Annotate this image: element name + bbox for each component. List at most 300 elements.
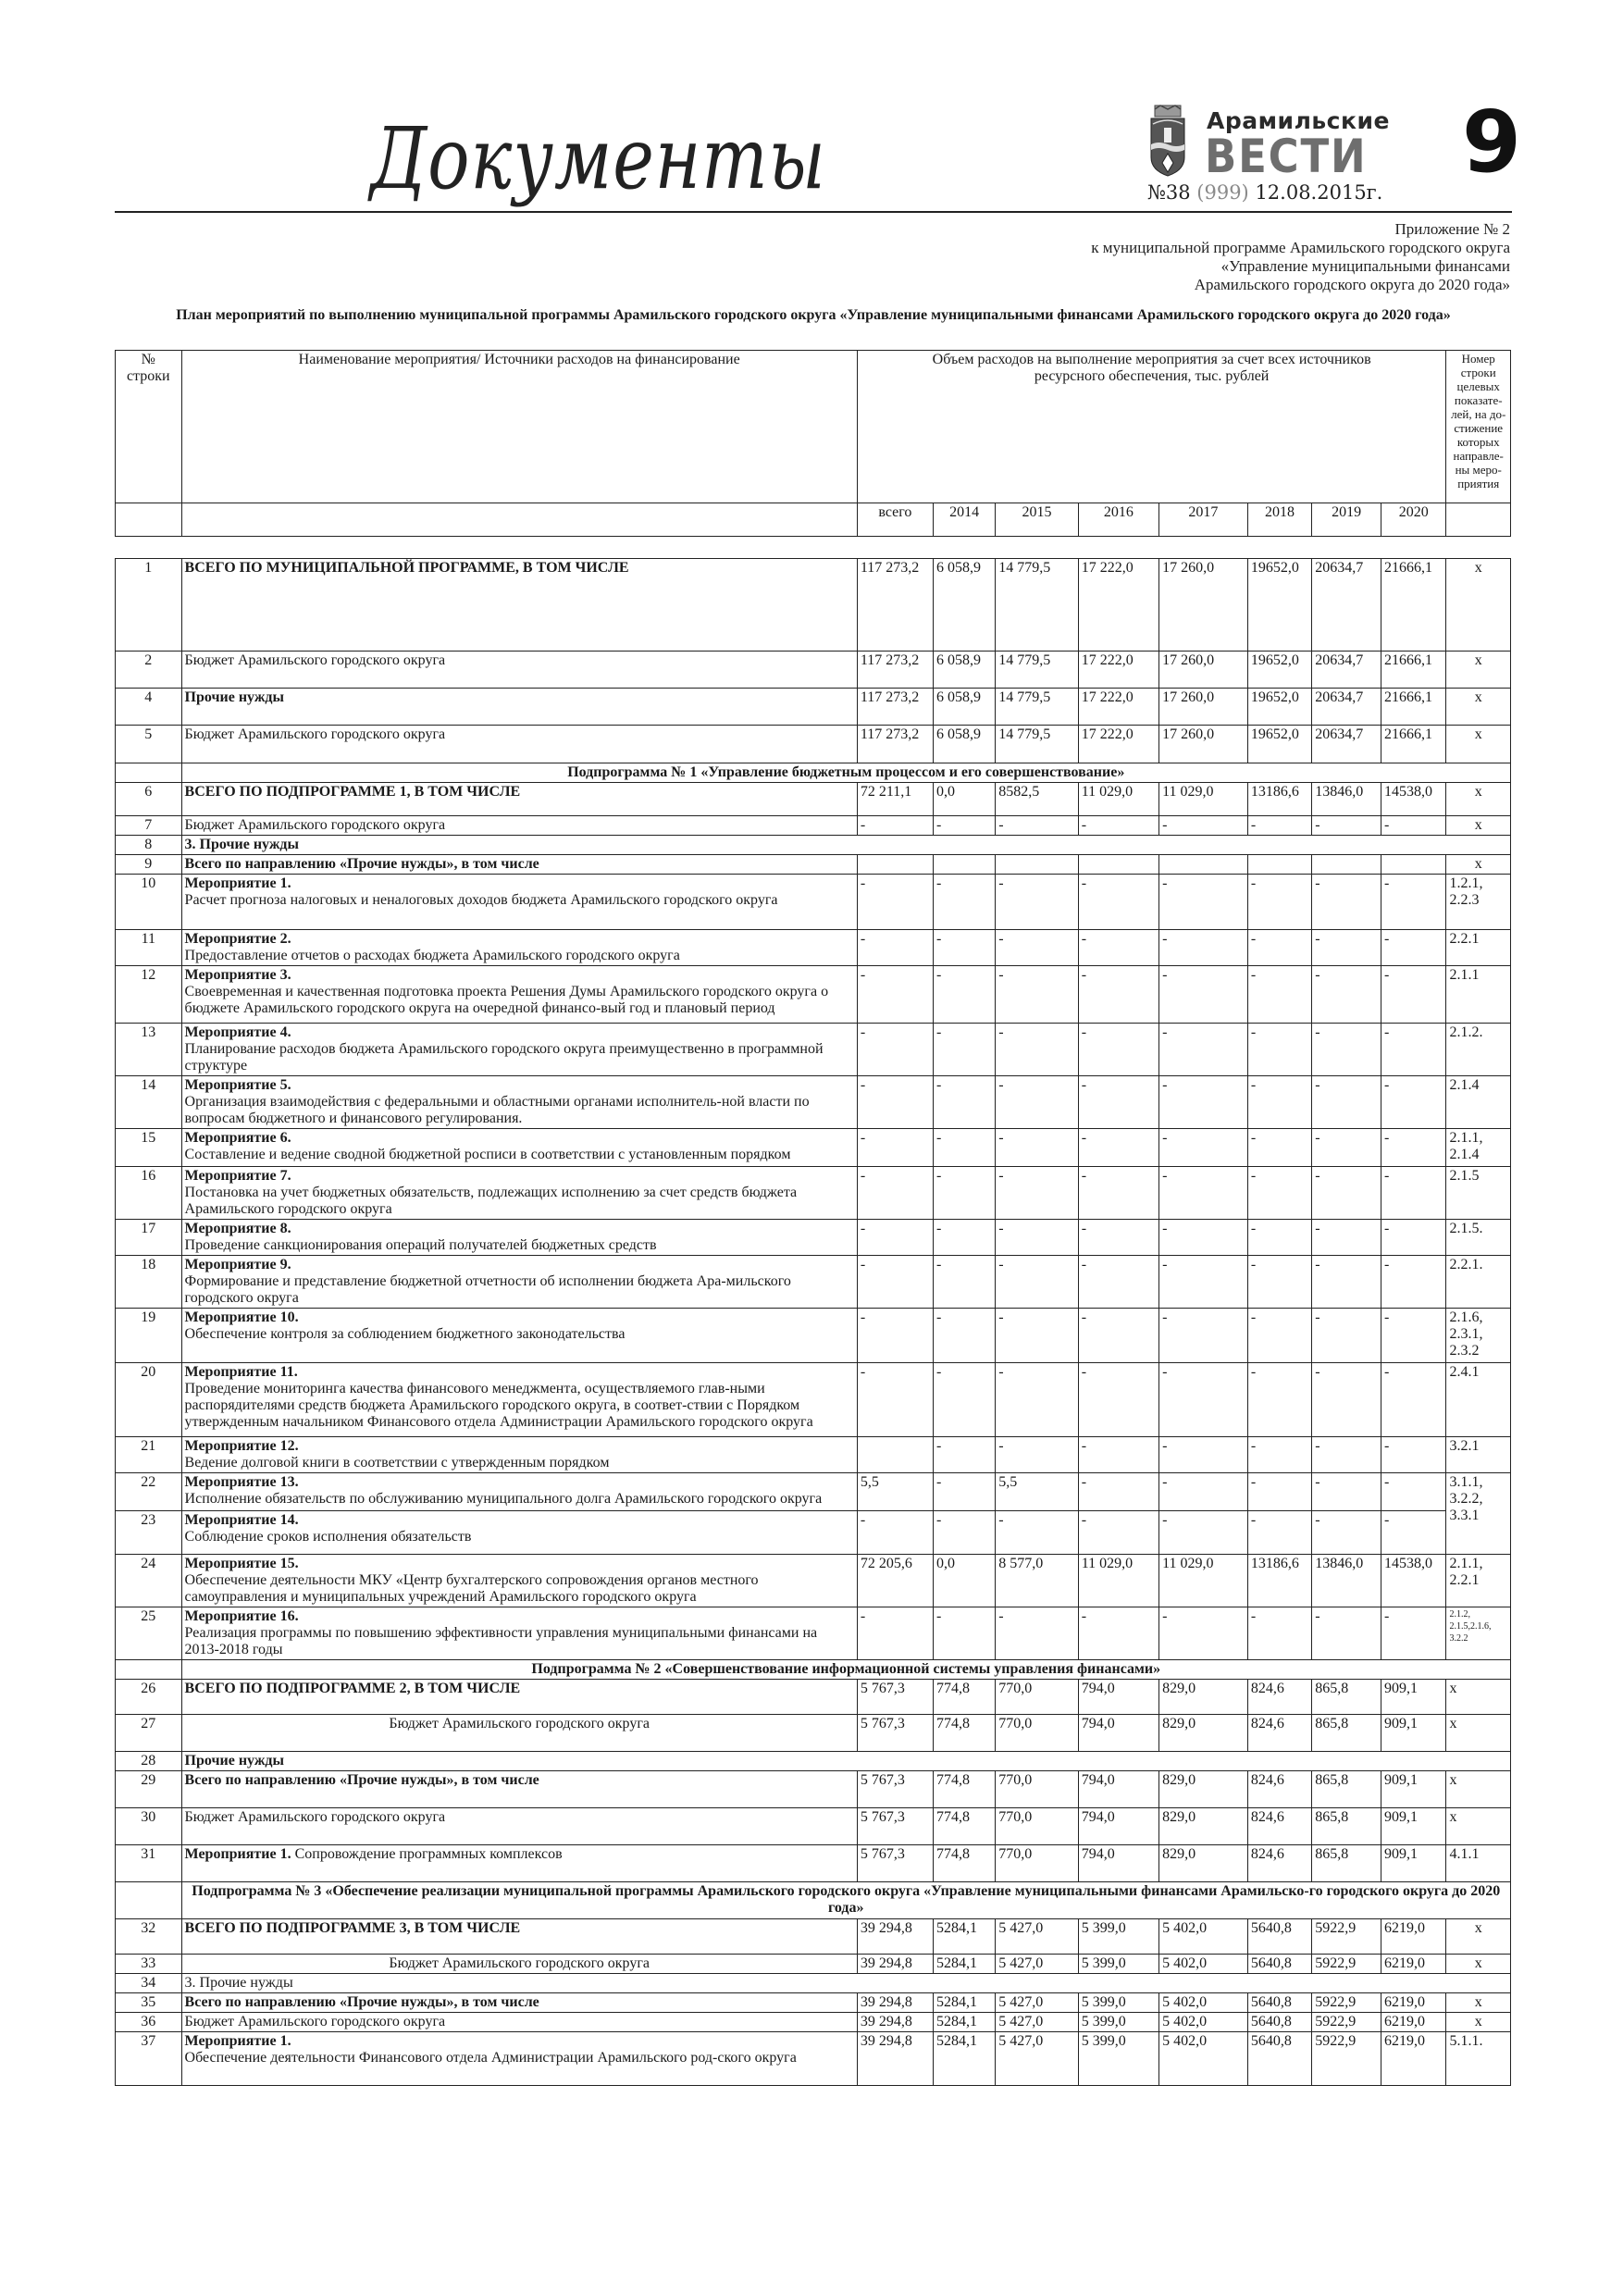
table-row [116,1256,1511,1309]
issue-number: №38 [1147,181,1191,204]
value-2014: - [933,875,995,930]
value-2018: 13186,6 [1247,783,1311,816]
value-2015: 770,0 [996,1845,1078,1882]
value-total: 39 294,8 [857,2032,933,2086]
value-2014: - [933,1607,995,1660]
activity-title: Мероприятие 11. [184,1364,298,1380]
value-2017 [1159,855,1248,875]
brand-top-text: Арамильские [1207,107,1390,134]
value-2015: 5 427,0 [996,1919,1078,1955]
target-indicator-ref: 2.1.6, 2.3.1, 2.3.2 [1446,1309,1511,1363]
activity-title: Мероприятие 1. [184,1846,291,1862]
activity-title: Мероприятие 7. [184,1168,291,1184]
activity-name [181,1808,857,1845]
target-indicator-ref: x [1446,855,1511,875]
value-2018: - [1247,1220,1311,1256]
activity-name [181,1752,1510,1771]
value-total: - [857,1363,933,1437]
subprogram-heading-row [116,763,1511,783]
value-2014: 774,8 [933,1808,995,1845]
activity-description: Формирование и представление бюджетной отчетности об исполнении бюджета Ара-мильского городского округа [184,1273,791,1306]
value-2016: 5 399,0 [1078,1919,1158,1955]
value-2018: - [1247,1076,1311,1129]
value-2015: 8582,5 [996,783,1078,816]
activity-title: Мероприятие 6. [184,1130,291,1146]
activity-name [181,966,857,1024]
activity-title: Мероприятие 8. [184,1221,291,1236]
subprogram-heading: Подпрограмма № 3 «Обеспечение реализации муниципальной программы Арамильского городского округа «Управление муниципальными финансами Арамильско-го городского округа до 2020 года» [181,1882,1510,1919]
value-2015: - [996,1437,1078,1473]
table-row [116,783,1511,816]
activity-name [181,1715,857,1752]
value-2020: 6219,0 [1381,1955,1446,1974]
row-number: 26 [116,1680,182,1715]
value-total: - [857,1511,933,1555]
value-2018: 824,6 [1247,1808,1311,1845]
value-total: - [857,1076,933,1129]
value-2018: - [1247,1363,1311,1437]
table-header [115,350,1511,537]
header-empty-cell [116,503,182,537]
value-2020: - [1381,930,1446,966]
value-2016: 17 222,0 [1078,652,1158,689]
value-2018 [1247,855,1311,875]
value-2015: 14 779,5 [996,726,1078,763]
row-number: 33 [116,1955,182,1974]
table-row [116,1808,1511,1845]
value-total: - [857,816,933,836]
row-number: 12 [116,966,182,1024]
activity-title: Всего по направлению «Прочие нужды», в том числе [184,1994,539,2010]
value-2019: - [1312,1363,1381,1437]
row-number: 28 [116,1752,182,1771]
target-indicator-ref: 1.2.1, 2.2.3 [1446,875,1511,930]
activity-title: Мероприятие 4. [184,1024,291,1040]
activity-title: Мероприятие 1. [184,2033,291,2049]
value-2015: 14 779,5 [996,652,1078,689]
value-2020: 6219,0 [1381,1993,1446,2013]
value-2016: 794,0 [1078,1845,1158,1882]
table-row [116,1473,1511,1511]
row-number-empty [116,763,182,783]
activity-name [181,1845,857,1882]
value-2017: - [1159,966,1248,1024]
header-year-total: всего [857,503,933,537]
value-2016 [1078,855,1158,875]
value-2019: - [1312,1076,1381,1129]
issue-info [1147,181,1382,204]
value-2015: 5 427,0 [996,2013,1078,2032]
activity-title: Всего по направлению «Прочие нужды», в том числе [184,1772,539,1788]
value-2014: 5284,1 [933,1955,995,1974]
value-2019: 13846,0 [1312,783,1381,816]
value-2018: - [1247,875,1311,930]
activity-name [181,1220,857,1256]
value-2018: 13186,6 [1247,1555,1311,1607]
value-2014: - [933,1309,995,1363]
value-2019: - [1312,1024,1381,1076]
value-2014: - [933,1220,995,1256]
row-number: 25 [116,1607,182,1660]
header-row-number: № строки [116,351,182,503]
table-row [116,1167,1511,1220]
value-2014: 774,8 [933,1845,995,1882]
value-2016: - [1078,816,1158,836]
target-indicator-ref: 4.1.1 [1446,1845,1511,1882]
activity-title: Мероприятие 2. [184,931,291,947]
value-2016: - [1078,1511,1158,1555]
value-2019: 5922,9 [1312,1993,1381,2013]
value-2017: - [1159,1220,1248,1256]
value-total: 117 273,2 [857,726,933,763]
value-total: 39 294,8 [857,1955,933,1974]
value-2016: - [1078,875,1158,930]
appendix-line: Приложение № 2 [1394,220,1510,238]
value-2019: 13846,0 [1312,1555,1381,1607]
value-2017: 5 402,0 [1159,1955,1248,1974]
target-indicator-ref: x [1446,559,1511,652]
row-number: 29 [116,1771,182,1808]
value-2015: - [996,1607,1078,1660]
activity-description: Предоставление отчетов о расходах бюджета Арамильского городского округа [184,948,680,963]
value-2019: 865,8 [1312,1771,1381,1808]
value-2016: - [1078,1256,1158,1309]
target-indicator-ref: 2.1.1 [1446,966,1511,1024]
value-2018: - [1247,1024,1311,1076]
value-2014: - [933,1129,995,1167]
table-row [116,1511,1511,1555]
table-row [116,2013,1511,2032]
activity-description: Своевременная и качественная подготовка проекта Решения Думы Арамильского городского округа о бюджете Арамильского городского округа на очередной финансо-вый год и плановый период [184,984,829,1016]
value-2016: 17 222,0 [1078,689,1158,726]
header-year-2017: 2017 [1159,503,1248,537]
activity-title: Всего по направлению «Прочие нужды», в том числе [184,856,539,872]
table-row [116,836,1511,855]
value-2017: 17 260,0 [1159,652,1248,689]
activity-description: Организация взаимодействия с федеральными и областными органами исполнитель-ной власти по вопросам бюджетного и финансового регулирования. [184,1094,810,1126]
row-number: 20 [116,1363,182,1437]
row-number: 17 [116,1220,182,1256]
value-2014: 5284,1 [933,2032,995,2086]
activity-name [181,1473,857,1511]
row-number: 22 [116,1473,182,1511]
value-2015: 5 427,0 [996,1993,1078,2013]
subprogram-heading-row [116,1882,1511,1919]
activity-name [181,1680,857,1715]
row-number: 7 [116,816,182,836]
value-2015: 770,0 [996,1771,1078,1808]
activity-name [181,1955,857,1974]
target-indicator-ref: 3.1.1, 3.2.2, 3.3.1 [1446,1473,1511,1555]
value-2019: - [1312,966,1381,1024]
value-2019: - [1312,1607,1381,1660]
target-indicator-ref: 2.2.1 [1446,930,1511,966]
value-2014: 6 058,9 [933,726,995,763]
value-2018: 19652,0 [1247,726,1311,763]
value-2014: 5284,1 [933,1919,995,1955]
target-indicator-ref: x [1446,652,1511,689]
value-2018: - [1247,1473,1311,1511]
coat-of-arms-icon [1147,104,1188,180]
table-row [116,1771,1511,1808]
value-2020: 21666,1 [1381,726,1446,763]
value-2015: - [996,1024,1078,1076]
value-2015: 8 577,0 [996,1555,1078,1607]
row-number-empty [116,1882,182,1919]
value-2018: - [1247,816,1311,836]
row-number: 15 [116,1129,182,1167]
table-row [116,1076,1511,1129]
activity-name [181,1919,857,1955]
value-2019: - [1312,1167,1381,1220]
value-2014: - [933,930,995,966]
activity-title: Мероприятие 12. [184,1438,299,1454]
table-row [116,1993,1511,2013]
activity-name [181,689,857,726]
activity-name [181,726,857,763]
target-indicator-ref: 3.2.1 [1446,1437,1511,1473]
value-2014: - [933,966,995,1024]
value-2020: - [1381,1309,1446,1363]
value-2017: - [1159,1024,1248,1076]
value-2016: 17 222,0 [1078,726,1158,763]
value-2017: 829,0 [1159,1680,1248,1715]
activity-title: Мероприятие 5. [184,1077,291,1093]
value-2020: 21666,1 [1381,559,1446,652]
row-number: 24 [116,1555,182,1607]
value-2020: 6219,0 [1381,1919,1446,1955]
target-indicator-ref: 2.2.1. [1446,1256,1511,1309]
table-row [116,1129,1511,1167]
table-row [116,1363,1511,1437]
value-2017: 829,0 [1159,1845,1248,1882]
value-2018: - [1247,1129,1311,1167]
value-2016: 11 029,0 [1078,1555,1158,1607]
table-row [116,726,1511,763]
value-2017: - [1159,1076,1248,1129]
row-number: 13 [116,1024,182,1076]
value-total: - [857,966,933,1024]
value-total: 5 767,3 [857,1680,933,1715]
value-2017: 829,0 [1159,1808,1248,1845]
row-number: 18 [116,1256,182,1309]
subprogram-heading: Подпрограмма № 1 «Управление бюджетным процессом и его совершенствование» [181,763,1510,783]
value-2020: - [1381,1437,1446,1473]
brand-main-text: ВЕСТИ [1205,130,1368,183]
activity-description: Исполнение обязательств по обслуживанию муниципального долга Арамильского городского округа [184,1491,823,1507]
value-2016: 5 399,0 [1078,2013,1158,2032]
target-indicator-ref: 2.1.5. [1446,1220,1511,1256]
value-2016: - [1078,1024,1158,1076]
header-year-2018: 2018 [1247,503,1311,537]
value-2017: 17 260,0 [1159,559,1248,652]
target-indicator-ref: x [1446,1993,1511,2013]
table-row [116,1715,1511,1752]
target-indicator-ref: x [1446,783,1511,816]
activity-description: Планирование расходов бюджета Арамильского городского округа преимущественно в программной структуре [184,1041,824,1074]
issue-date: 12.08.2015г. [1255,181,1383,204]
table-row [116,1845,1511,1882]
value-2014: - [933,1511,995,1555]
activity-name [181,2013,857,2032]
value-2020: 909,1 [1381,1715,1446,1752]
activity-description: Обеспечение деятельности Финансового отдела Администрации Арамильского род-ского округа [184,2050,797,2066]
activity-name [181,652,857,689]
value-total: - [857,1220,933,1256]
appendix-line: Арамильского городского округа до 2020 года» [1194,276,1510,293]
activity-name [181,559,857,652]
activity-title: ВСЕГО ПО ПОДПРОГРАММЕ 2, В ТОМ ЧИСЛЕ [184,1681,521,1696]
value-2015: - [996,1256,1078,1309]
value-2019: - [1312,1473,1381,1511]
activity-name [181,783,857,816]
activity-title: Мероприятие 9. [184,1257,291,1272]
value-2016: - [1078,1363,1158,1437]
row-number-empty [116,1660,182,1680]
value-2020: - [1381,1511,1446,1555]
value-2016: - [1078,966,1158,1024]
value-2015: - [996,930,1078,966]
value-total: 5 767,3 [857,1715,933,1752]
activity-title: ВСЕГО ПО ПОДПРОГРАММЕ 1, В ТОМ ЧИСЛЕ [184,784,521,800]
activity-name [181,1024,857,1076]
value-total: - [857,1129,933,1167]
value-2020: - [1381,1256,1446,1309]
value-2014: - [933,1076,995,1129]
value-2019: - [1312,1129,1381,1167]
value-2017: 829,0 [1159,1771,1248,1808]
value-2017: - [1159,816,1248,836]
target-indicator-ref: 5.1.1. [1446,2032,1511,2086]
value-2015 [996,855,1078,875]
activity-description: Реализация программы по повышению эффективности управления муниципальными финансами на 2013-2018 годы [184,1625,818,1657]
value-2019 [1312,855,1381,875]
target-indicator-ref: x [1446,1680,1511,1715]
table-row [116,1607,1511,1660]
value-2020: - [1381,1220,1446,1256]
value-2018: 19652,0 [1247,652,1311,689]
header-empty-cell [1446,503,1511,537]
activity-name [181,1555,857,1607]
activity-description: Расчет прогноза налоговых и неналоговых доходов бюджета Арамильского городского округа [184,892,778,908]
value-2018: 19652,0 [1247,559,1311,652]
activity-name [181,836,1510,855]
target-indicator-ref: 2.1.2, 2.1.5,2.1.6, 3.2.2 [1446,1607,1511,1660]
value-2015: - [996,1309,1078,1363]
row-number: 1 [116,559,182,652]
value-2014: 774,8 [933,1771,995,1808]
value-2015: 770,0 [996,1808,1078,1845]
header-expense-volume-text: Объем расходов на выполнение мероприятия за счет всех источников ресурсного обеспечения, тыс. рублей [932,352,1371,384]
activity-title: ВСЕГО ПО ПОДПРОГРАММЕ 3, В ТОМ ЧИСЛЕ [184,1920,521,1936]
subprogram-heading: Подпрограмма № 2 «Совершенствование информационной системы управления финансами» [181,1660,1510,1680]
value-2020: 909,1 [1381,1808,1446,1845]
value-2015: - [996,1363,1078,1437]
row-number: 35 [116,1993,182,2013]
value-total: 72 211,1 [857,783,933,816]
value-2015: - [996,966,1078,1024]
activity-description: Обеспечение контроля за соблюдением бюджетного законодательства [184,1326,626,1342]
value-2018: - [1247,1167,1311,1220]
value-2017: 11 029,0 [1159,783,1248,816]
value-2017: - [1159,1511,1248,1555]
value-2020: 21666,1 [1381,689,1446,726]
row-number: 11 [116,930,182,966]
target-indicator-ref: 2.1.5 [1446,1167,1511,1220]
row-number: 16 [116,1167,182,1220]
value-2019: 20634,7 [1312,652,1381,689]
value-2014: - [933,1256,995,1309]
value-2020: - [1381,875,1446,930]
activity-description: Постановка на учет бюджетных обязательств, подлежащих исполнению за счет средств бюджета Арамильского городского округа [184,1185,798,1217]
header-expense-volume [857,351,1446,503]
value-2017: - [1159,1129,1248,1167]
value-2017: - [1159,1363,1248,1437]
value-2014: 774,8 [933,1715,995,1752]
table-row [116,966,1511,1024]
value-total: 39 294,8 [857,2013,933,2032]
target-indicator-ref: x [1446,1808,1511,1845]
value-2017: - [1159,1167,1248,1220]
value-2020: - [1381,1129,1446,1167]
activity-title: Мероприятие 16. [184,1608,299,1624]
section-title: Документы [370,109,826,208]
value-2017: 5 402,0 [1159,2013,1248,2032]
activity-name [181,1993,857,2013]
row-number: 6 [116,783,182,816]
value-2016: - [1078,1167,1158,1220]
value-total: 5,5 [857,1473,933,1511]
row-number: 2 [116,652,182,689]
header-year-2019: 2019 [1312,503,1381,537]
activity-title: Прочие нужды [184,689,285,705]
value-total: 5 767,3 [857,1845,933,1882]
value-2017: 829,0 [1159,1715,1248,1752]
value-2015: - [996,1220,1078,1256]
activity-description: Бюджет Арамильского городского округа [389,1716,650,1731]
value-2014: 6 058,9 [933,559,995,652]
activity-title: Мероприятие 1. [184,875,291,891]
value-2014: - [933,1437,995,1473]
table-row [116,1919,1511,1955]
value-2018: - [1247,930,1311,966]
activity-title: Мероприятие 13. [184,1474,299,1490]
value-total: - [857,930,933,966]
value-2018: 824,6 [1247,1845,1311,1882]
value-total: - [857,1607,933,1660]
value-total [857,1437,933,1473]
value-2018: - [1247,966,1311,1024]
value-2019: 5922,9 [1312,1919,1381,1955]
value-total: 117 273,2 [857,689,933,726]
value-2015: - [996,1076,1078,1129]
value-2014: - [933,1167,995,1220]
row-number: 19 [116,1309,182,1363]
value-2016: - [1078,1220,1158,1256]
value-2020: 14538,0 [1381,1555,1446,1607]
activity-name [181,1256,857,1309]
document-title: План мероприятий по выполнению муниципальной программы Арамильского городского округа «Управление муниципальными финансами Арамильского городского округа до 2020 года» [176,307,1451,323]
row-number: 37 [116,2032,182,2086]
table-row [116,1555,1511,1607]
value-2019: 20634,7 [1312,689,1381,726]
activity-title: Прочие нужды [184,1753,285,1769]
value-2017: - [1159,875,1248,930]
value-2016: - [1078,930,1158,966]
value-2014: 0,0 [933,783,995,816]
value-total: - [857,1167,933,1220]
value-2017: 5 402,0 [1159,2032,1248,2086]
